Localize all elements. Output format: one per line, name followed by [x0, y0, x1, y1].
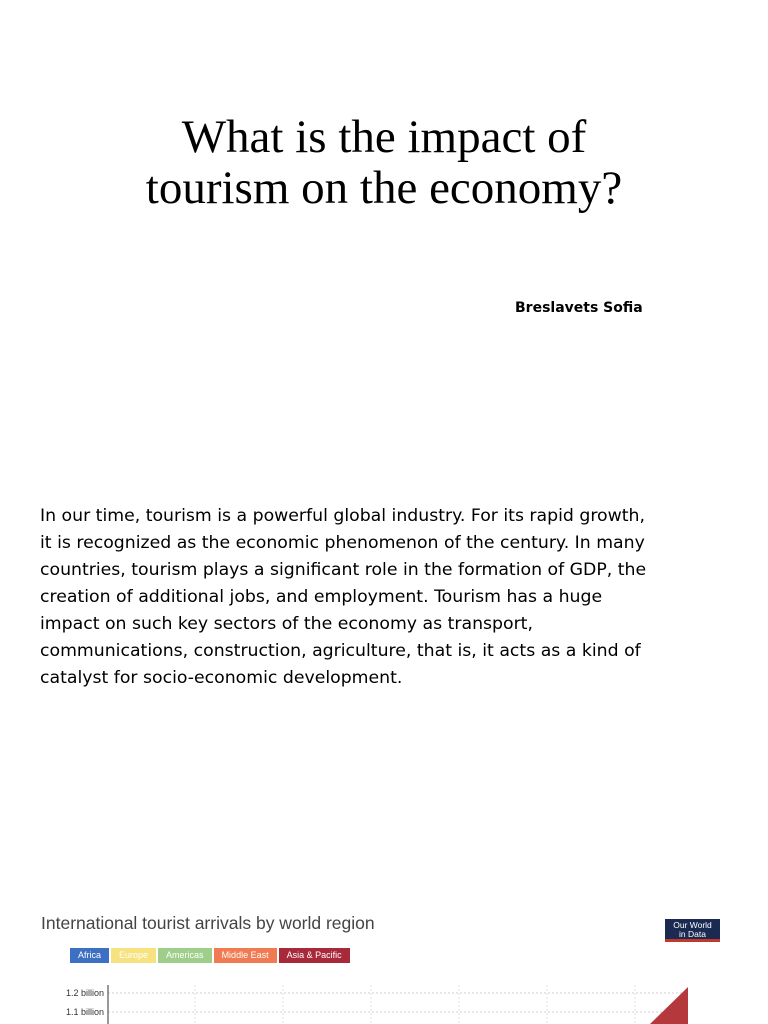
body-line: creation of additional jobs, and employment. Tourism has a huge: [40, 587, 603, 607]
chart-legend: [70, 948, 350, 963]
legend-item-europe[interactable]: Europe: [111, 948, 156, 963]
body-line: communications, construction, agriculture, that is, it acts as a kind of: [40, 641, 641, 661]
author-name: Breslavets Sofia: [515, 300, 643, 316]
legend-item-africa[interactable]: Africa: [70, 948, 109, 963]
owid-logo-line-2: in Data: [679, 929, 706, 939]
legend-item-middle-east[interactable]: Middle East: [214, 948, 277, 963]
body-paragraph: [40, 503, 690, 692]
body-line: countries, tourism plays a significant role in the formation of GDP, the: [40, 560, 647, 580]
slide-title-line-2: tourism on the economy?: [145, 162, 623, 214]
owid-logo-line-1: Our World: [673, 920, 712, 930]
slide-title: [0, 112, 768, 214]
y-tick-label: 1.2 billion: [65, 988, 104, 998]
body-line: In our time, tourism is a powerful global industry. For its rapid growth,: [40, 506, 645, 526]
y-tick-label: 1.1 billion: [65, 1007, 104, 1017]
chart-gridlines: [108, 985, 688, 1024]
legend-item-americas[interactable]: Americas: [158, 948, 212, 963]
body-line: impact on such key sectors of the economy as transport,: [40, 614, 533, 634]
body-line: it is recognized as the economic phenomenon of the century. In many: [40, 533, 645, 553]
chart-title: International tourist arrivals by world region: [41, 913, 375, 933]
slide-title-line-1: What is the impact of: [181, 111, 587, 163]
legend-item-asia-pacific[interactable]: Asia & Pacific: [279, 948, 350, 963]
chart-plot-area: [0, 975, 768, 1024]
body-line: catalyst for socio-economic development.: [40, 668, 403, 688]
owid-logo: [665, 919, 720, 942]
